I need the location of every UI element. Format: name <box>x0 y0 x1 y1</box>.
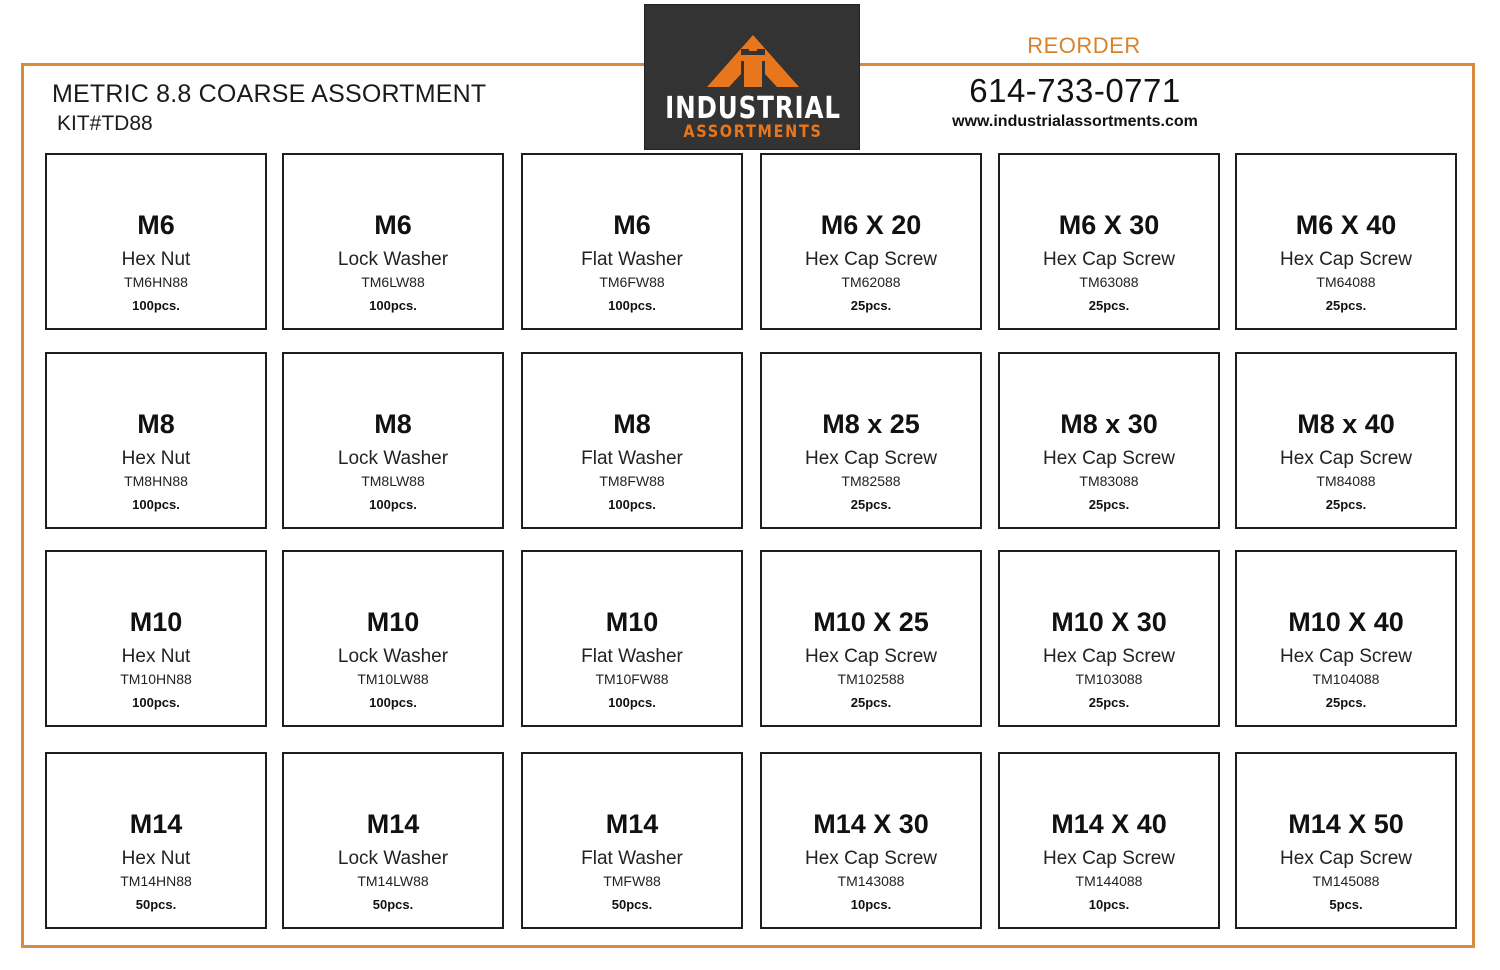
compartment-part-number: TM10FW88 <box>595 671 669 687</box>
compartment-size: M8 x 40 <box>1297 409 1395 439</box>
compartment-part-number: TM6HN88 <box>124 274 188 290</box>
compartment-m14-lock-washer <box>282 752 504 929</box>
compartment-m8-x-30-hex-cap-screw <box>998 352 1220 529</box>
compartment-quantity: 25pcs. <box>1325 298 1367 313</box>
compartment-size: M10 X 40 <box>1288 607 1404 637</box>
compartment-quantity: 100pcs. <box>132 298 180 313</box>
compartment-part-number: TM14HN88 <box>120 873 192 889</box>
compartment-quantity: 5pcs. <box>1329 897 1363 912</box>
compartment-size: M14 X 40 <box>1051 809 1167 839</box>
compartment-part-number: TM144088 <box>1075 873 1143 889</box>
compartment-quantity: 100pcs. <box>608 298 656 313</box>
phone-number: 614-733-0771 <box>969 72 1181 109</box>
compartment-quantity: 25pcs. <box>850 497 892 512</box>
compartment-part-number: TM14LW88 <box>357 873 429 889</box>
compartment-m14-flat-washer <box>521 752 743 929</box>
compartment-part-number: TMFW88 <box>603 873 661 889</box>
compartment-part-number: TM104088 <box>1312 671 1380 687</box>
compartment-type: Lock Washer <box>337 249 449 270</box>
compartment-size: M14 <box>605 809 659 839</box>
compartment-size: M10 X 30 <box>1051 607 1167 637</box>
compartment-part-number: TM8FW88 <box>599 473 665 489</box>
compartment-size: M8 <box>613 409 651 439</box>
compartment-m6-x-20-hex-cap-screw <box>760 153 982 330</box>
compartment-quantity: 50pcs. <box>372 897 414 912</box>
compartment-size: M8 <box>374 409 412 439</box>
compartment-quantity: 100pcs. <box>608 497 656 512</box>
compartment-type: Flat Washer <box>581 249 683 270</box>
compartment-m8-flat-washer <box>521 352 743 529</box>
compartment-m6-hex-nut <box>45 153 267 330</box>
compartment-size: M14 <box>129 809 183 839</box>
compartment-m6-x-30-hex-cap-screw <box>998 153 1220 330</box>
compartment-type: Lock Washer <box>337 646 449 667</box>
compartment-size: M14 <box>366 809 420 839</box>
compartment-m10-x-25-hex-cap-screw <box>760 550 982 727</box>
compartment-m10-lock-washer <box>282 550 504 727</box>
compartment-quantity: 25pcs. <box>1088 298 1130 313</box>
compartment-part-number: TM8LW88 <box>361 473 425 489</box>
compartment-type: Hex Cap Screw <box>1280 249 1412 270</box>
compartment-size: M6 <box>137 210 175 240</box>
compartment-type: Hex Cap Screw <box>805 249 937 270</box>
compartment-quantity: 25pcs. <box>850 695 892 710</box>
compartment-size: M8 x 25 <box>822 409 920 439</box>
compartment-type: Hex Cap Screw <box>1280 848 1412 869</box>
compartment-quantity: 100pcs. <box>608 695 656 710</box>
reorder-label: REORDER <box>1000 33 1168 59</box>
compartment-size: M14 X 30 <box>813 809 929 839</box>
compartment-quantity: 100pcs. <box>369 497 417 512</box>
compartment-type: Hex Cap Screw <box>1043 448 1175 469</box>
compartment-size: M14 X 50 <box>1288 809 1404 839</box>
compartment-type: Hex Cap Screw <box>1280 646 1412 667</box>
compartment-m6-x-40-hex-cap-screw <box>1235 153 1457 330</box>
compartment-type: Flat Washer <box>581 848 683 869</box>
compartment-size: M6 X 20 <box>820 210 922 240</box>
compartment-type: Hex Cap Screw <box>1043 848 1175 869</box>
compartment-quantity: 25pcs. <box>1088 695 1130 710</box>
compartment-part-number: TM83088 <box>1079 473 1139 489</box>
compartment-part-number: TM102588 <box>837 671 905 687</box>
compartment-m10-x-30-hex-cap-screw <box>998 550 1220 727</box>
website-url: www.industrialassortments.com <box>952 113 1198 130</box>
compartment-type: Hex Nut <box>121 848 191 869</box>
kit-title: METRIC 8.8 COARSE ASSORTMENT <box>52 80 487 108</box>
compartment-quantity: 100pcs. <box>369 695 417 710</box>
compartment-m10-flat-washer <box>521 550 743 727</box>
compartment-quantity: 50pcs. <box>135 897 177 912</box>
compartment-m10-x-40-hex-cap-screw <box>1235 550 1457 727</box>
compartment-quantity: 100pcs. <box>132 695 180 710</box>
compartment-part-number: TM62088 <box>841 274 901 290</box>
compartment-m14-x-40-hex-cap-screw <box>998 752 1220 929</box>
compartment-type: Hex Nut <box>121 448 191 469</box>
compartment-part-number: TM63088 <box>1079 274 1139 290</box>
compartment-part-number: TM84088 <box>1316 473 1376 489</box>
compartment-size: M8 <box>137 409 175 439</box>
compartment-m6-lock-washer <box>282 153 504 330</box>
compartment-size: M6 <box>374 210 412 240</box>
compartment-size: M10 X 25 <box>813 607 929 637</box>
compartment-m8-hex-nut <box>45 352 267 529</box>
compartment-type: Hex Nut <box>121 646 191 667</box>
logo-text-assortments: ASSORTMENTS <box>683 122 823 142</box>
compartment-quantity: 25pcs. <box>1088 497 1130 512</box>
compartment-type: Lock Washer <box>337 848 449 869</box>
compartment-part-number: TM8HN88 <box>124 473 188 489</box>
compartment-part-number: TM82588 <box>841 473 901 489</box>
compartment-m14-x-50-hex-cap-screw <box>1235 752 1457 929</box>
compartment-m8-x-25-hex-cap-screw <box>760 352 982 529</box>
compartment-quantity: 100pcs. <box>369 298 417 313</box>
compartment-type: Hex Cap Screw <box>1043 249 1175 270</box>
compartment-quantity: 25pcs. <box>1325 497 1367 512</box>
compartment-type: Lock Washer <box>337 448 449 469</box>
compartment-type: Hex Nut <box>121 249 191 270</box>
compartment-size: M6 <box>613 210 651 240</box>
compartment-quantity: 100pcs. <box>132 497 180 512</box>
compartment-type: Hex Cap Screw <box>1280 448 1412 469</box>
compartment-type: Hex Cap Screw <box>1043 646 1175 667</box>
compartment-type: Hex Cap Screw <box>805 448 937 469</box>
compartment-part-number: TM6LW88 <box>361 274 425 290</box>
compartment-quantity: 10pcs. <box>850 897 892 912</box>
compartment-m14-hex-nut <box>45 752 267 929</box>
compartment-m6-flat-washer <box>521 153 743 330</box>
compartment-part-number: TM145088 <box>1312 873 1380 889</box>
compartment-size: M6 X 30 <box>1058 210 1160 240</box>
compartment-quantity: 25pcs. <box>850 298 892 313</box>
compartment-quantity: 10pcs. <box>1088 897 1130 912</box>
compartment-m10-hex-nut <box>45 550 267 727</box>
compartment-part-number: TM6FW88 <box>599 274 665 290</box>
compartment-type: Hex Cap Screw <box>805 848 937 869</box>
logo-text-industrial: INDUSTRIAL <box>665 91 841 126</box>
compartment-part-number: TM10LW88 <box>357 671 429 687</box>
compartment-part-number: TM10HN88 <box>120 671 192 687</box>
compartment-type: Hex Cap Screw <box>805 646 937 667</box>
compartment-m8-x-40-hex-cap-screw <box>1235 352 1457 529</box>
compartment-size: M10 <box>366 607 420 637</box>
compartment-size: M8 x 30 <box>1060 409 1158 439</box>
compartment-m14-x-30-hex-cap-screw <box>760 752 982 929</box>
compartment-size: M10 <box>129 607 183 637</box>
compartment-type: Flat Washer <box>581 448 683 469</box>
compartment-m8-lock-washer <box>282 352 504 529</box>
kit-number: KIT#TD88 <box>57 112 153 135</box>
compartment-quantity: 50pcs. <box>611 897 653 912</box>
compartment-size: M6 X 40 <box>1295 210 1397 240</box>
compartment-part-number: TM64088 <box>1316 274 1376 290</box>
compartment-part-number: TM103088 <box>1075 671 1143 687</box>
compartment-size: M10 <box>605 607 659 637</box>
compartment-part-number: TM143088 <box>837 873 905 889</box>
compartment-quantity: 25pcs. <box>1325 695 1367 710</box>
compartment-type: Flat Washer <box>581 646 683 667</box>
